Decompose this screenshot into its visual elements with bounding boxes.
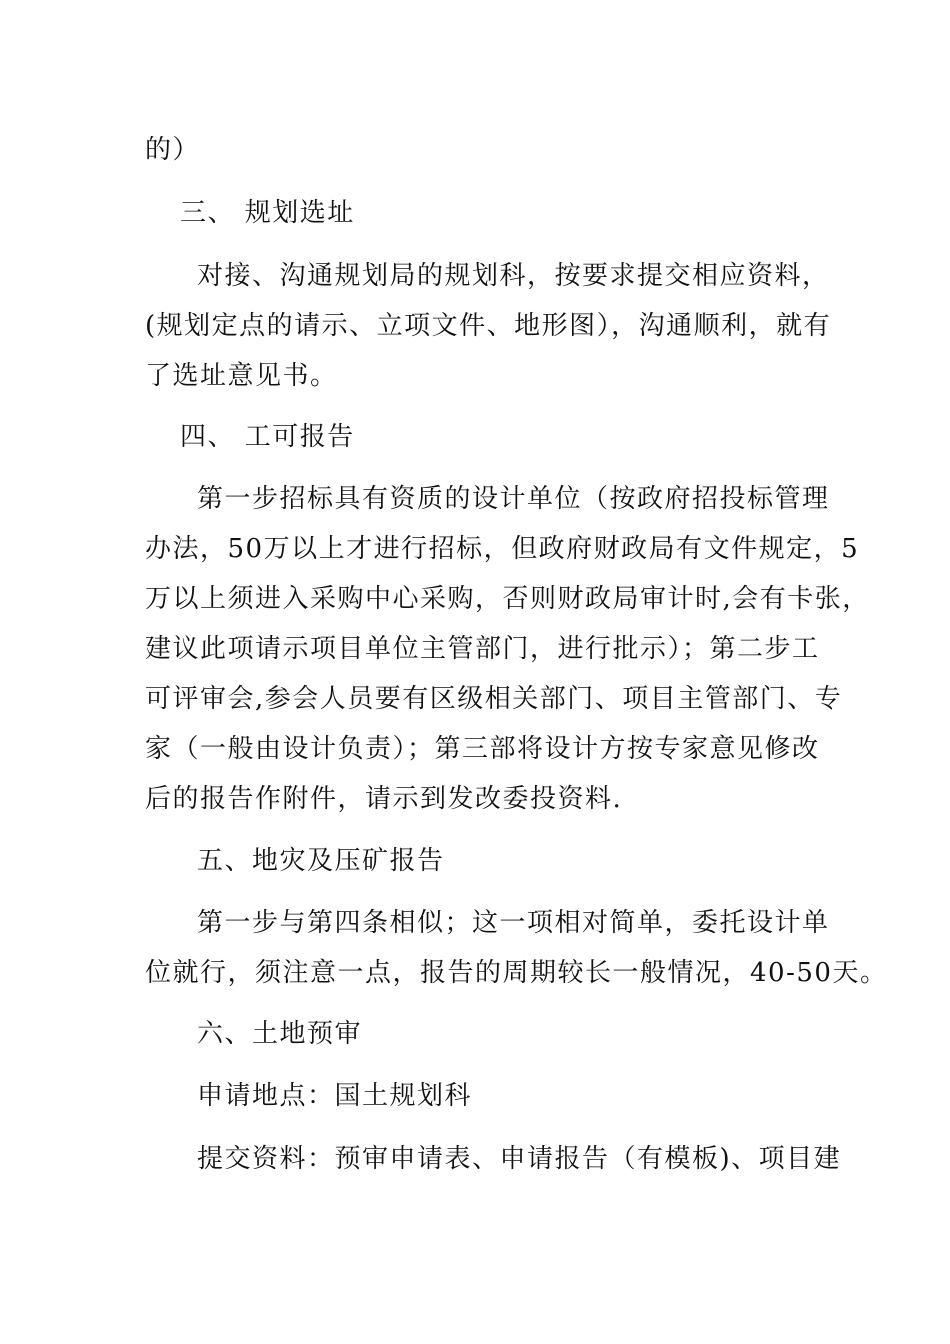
paragraph-line: 对接、沟通规划局的规划科，按要求提交相应资料， (197, 261, 830, 291)
section-heading-5: 五、地灾及压矿报告 (197, 846, 445, 876)
section-heading-3: 三、 规划选址 (180, 198, 355, 228)
paragraph-line: 位就行，须注意一点，报告的周期较长一般情况，40-50天。 (145, 958, 888, 988)
paragraph-line: 家（一般由设计负责）；第三部将设计方按专家意见修改 (145, 734, 820, 764)
section-heading-6: 六、土地预审 (197, 1019, 363, 1049)
paragraph-line: 第一步招标具有资质的设计单位（按政府招投标管理 (197, 484, 830, 514)
paragraph-line: 办法，50万以上才进行招标，但政府财政局有文件规定，5 (145, 534, 860, 564)
text-line-continuation: 的） (145, 135, 201, 165)
paragraph-line: 第一步与第四条相似；这一项相对简单，委托设计单 (197, 908, 830, 938)
paragraph-line: (规划定点的请示、立项文件、地形图），沟通顺利，就有 (145, 311, 832, 341)
paragraph-line: 后的报告作附件，请示到发改委投资料. (145, 784, 623, 814)
application-location: 申请地点：国土规划科 (197, 1081, 473, 1111)
paragraph-line: 万以上须进入采购中心采购，否则财政局审计时,会有卡张， (145, 584, 870, 614)
section-heading-4: 四、 工可报告 (180, 422, 355, 452)
paragraph-line: 建议此项请示项目单位主管部门，进行批示）；第二步工 (145, 634, 820, 664)
submission-materials: 提交资料：预审申请表、申请报告（有模板)、项目建 (197, 1144, 842, 1174)
paragraph-line: 可评审会,参会人员要有区级相关部门、项目主管部门、专 (145, 684, 843, 714)
paragraph-line: 了选址意见书。 (145, 361, 338, 391)
